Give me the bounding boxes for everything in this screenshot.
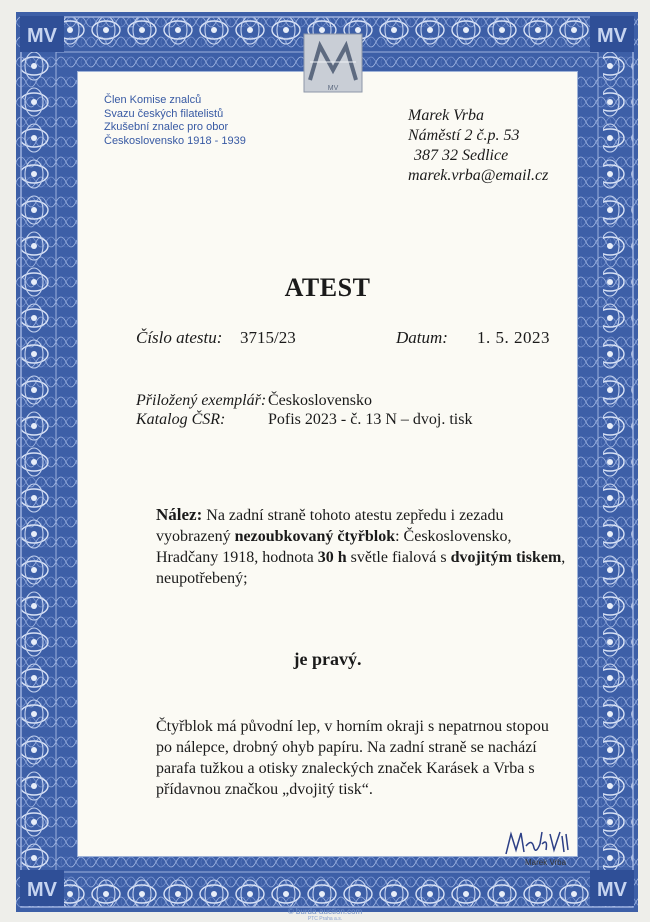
issuer-line: Svazu českých filatelistů (104, 107, 224, 120)
issuer-line: Zkušební znalec pro obor (104, 121, 229, 133)
footer-small: PTC Praha a.s. (307, 916, 343, 922)
corner-logo-tl (20, 16, 64, 52)
corner-logo-bl (20, 870, 64, 906)
address-street: Náměstí 2 č.p. 53 (408, 127, 520, 144)
issuer-block (104, 94, 246, 148)
footer-text: © burda-auction.com (287, 907, 363, 916)
date-label: Datum: (396, 328, 448, 347)
finding-text: : Československo, Hradčany 1918, hodnota (156, 528, 512, 566)
address-email: marek.vrba@email.cz (408, 167, 549, 184)
corner-logo-tr (590, 16, 634, 52)
address-name: Marek Vrba (408, 107, 484, 124)
svg-text:MV: MV (327, 85, 339, 92)
verdict-text: je pravý. (293, 649, 362, 669)
signature-name: Marek Vrba (525, 858, 567, 867)
date-value: 1. 5. 2023 (477, 328, 550, 347)
finding-paragraph (156, 504, 566, 589)
footer-watermark (0, 907, 650, 922)
description-paragraph: Čtyřblok má původní lep, v horním okraji s nepatrnou stopou po nálepce, drobný ohyb papíru. Na zadní straně se nachází parafa tužkou a otisky znaleckých značek Karásek a Vrba s přídavnou značkou „dvojitý tisk“. (156, 718, 549, 798)
certificate-paper (77, 71, 578, 867)
issuer-line: Československo 1918 - 1939 (104, 134, 246, 147)
number-value: 3715/23 (240, 328, 296, 347)
finding-text: Na zadní straně tohoto atestu zepředu i zezadu vyobrazený (156, 507, 504, 545)
svg-text:MV: MV (597, 25, 627, 47)
finding-label: Nález: (156, 505, 203, 524)
finding-bold: nezoubkovaný čtyřblok (234, 528, 396, 545)
address-city: 387 32 Sedlice (414, 147, 509, 164)
number-label: Číslo atestu: (136, 328, 223, 347)
corner-logo-br (590, 870, 634, 906)
hologram-logo (302, 32, 364, 94)
certificate-frame (16, 12, 638, 912)
finding-bold: 30 h (317, 549, 347, 566)
specimen-label: Přiložený exemplář: (136, 392, 267, 409)
address-block (408, 106, 548, 186)
svg-text:MV: MV (27, 25, 57, 47)
issuer-line: Člen Komise znalců (104, 94, 202, 106)
catalog-value: Pofis 2023 - č. 13 N – dvoj. tisk (268, 411, 473, 428)
svg-text:MV: MV (597, 879, 627, 901)
svg-text:MV: MV (27, 879, 57, 901)
specimen-value: Československo (268, 392, 372, 409)
catalog-label: Katalog ČSR: (136, 411, 226, 428)
page-title: ATEST (284, 273, 371, 302)
handwritten-signature (502, 828, 572, 860)
finding-text: , neupotřebený; (156, 549, 566, 587)
finding-bold: dvojitým tiskem (450, 549, 562, 566)
finding-text: světle fialová s (346, 549, 451, 566)
